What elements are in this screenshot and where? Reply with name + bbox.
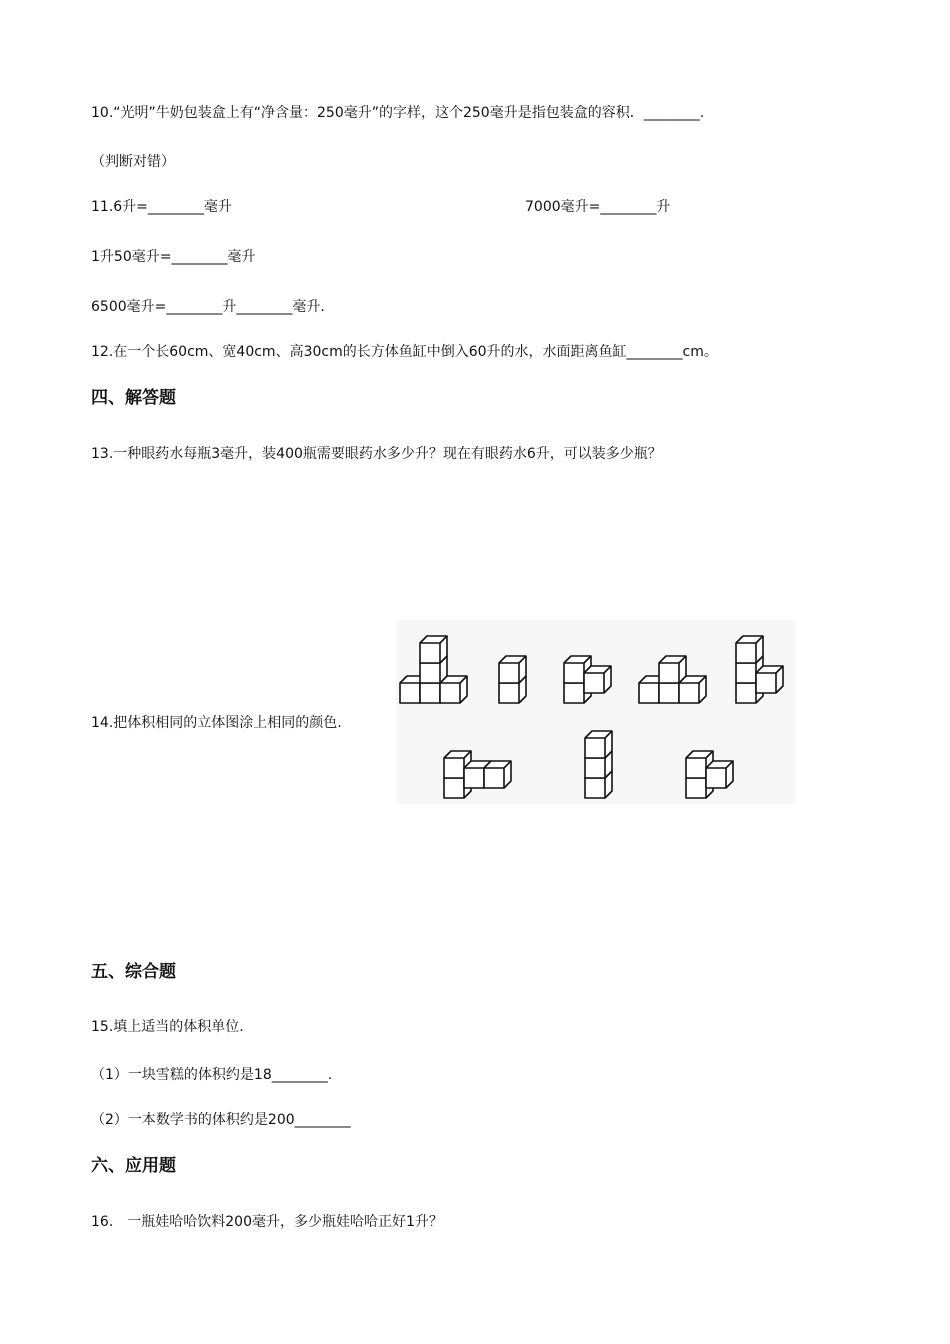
question-15: 15.填上适当的体积单位.	[91, 1019, 244, 1035]
cube-figure-3	[564, 656, 611, 703]
cube-figure-4	[639, 656, 706, 703]
question-12: 12.在一个长60cm、宽40cm、高30cm的长方体鱼缸中倒入60升的水，水面距离鱼缸________cm。	[91, 344, 718, 360]
section-heading-5: 五、综合题	[91, 962, 176, 982]
question-14: 14.把体积相同的立体图涂上相同的颜色.	[91, 715, 342, 731]
cube-figure-7	[585, 731, 612, 798]
section-heading-6: 六、应用题	[91, 1156, 176, 1176]
cube-figure-8	[686, 751, 733, 798]
question-11-part-d: 6500毫升=________升________毫升.	[91, 299, 325, 315]
cube-figures-illustration	[396, 620, 796, 804]
question-10: 10.“光明”牛奶包装盒上有“净含量：250毫升”的字样，这个250毫升是指包装盒的容积．________.	[91, 105, 705, 121]
question-11-part-c: 1升50毫升=________毫升	[91, 249, 256, 265]
section-heading-4: 四、解答题	[91, 388, 176, 408]
question-13: 13.一种眼药水每瓶3毫升，装400瓶需要眼药水多少升？现在有眼药水6升，可以装多少瓶？	[91, 446, 662, 462]
question-15-part-1: （1）一块雪糕的体积约是18________.	[91, 1067, 333, 1083]
question-15-part-2: （2）一本数学书的体积约是200________	[91, 1112, 351, 1128]
cube-figure-5	[736, 636, 783, 703]
cube-figure-1	[400, 636, 467, 703]
question-11-part-b: 7000毫升=________升	[525, 199, 671, 215]
question-16: 16. 一瓶娃哈哈饮料200毫升，多少瓶娃哈哈正好1升？	[91, 1214, 443, 1230]
cube-figure-6	[444, 751, 511, 798]
question-10-note: （判断对错）	[91, 154, 175, 170]
cube-figure-2	[499, 656, 526, 703]
question-11-part-a: 11.6升=________毫升	[91, 199, 232, 215]
